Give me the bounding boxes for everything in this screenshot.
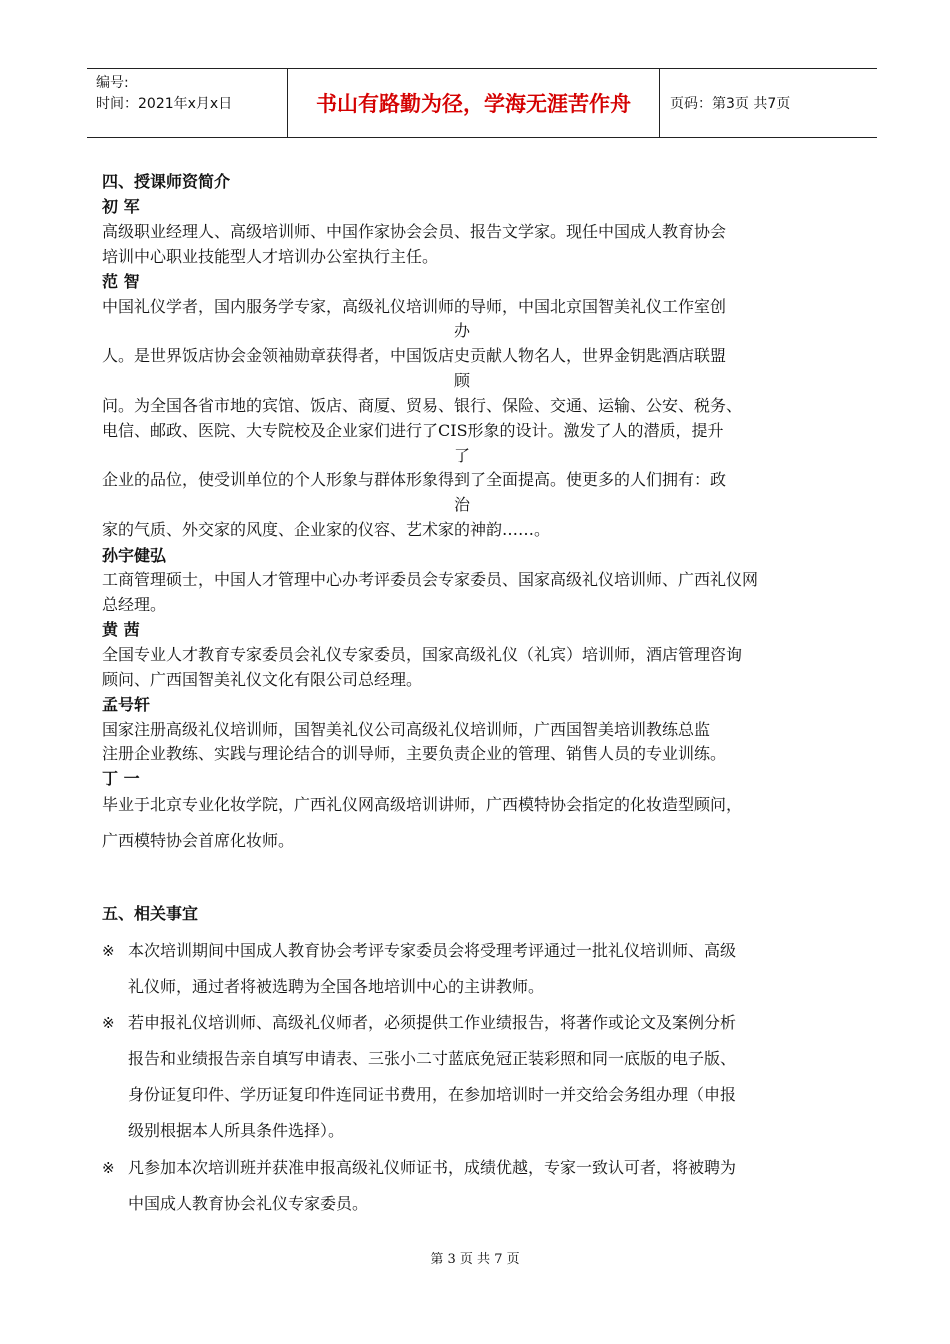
page-header	[87, 68, 877, 138]
teacher-bio-line: 毕业于北京专业化妆学院，广西礼仪网高级培训讲师，广西模特协会指定的化妆造型顾问，	[102, 795, 743, 814]
header-page-label: 页码：第3页 共7页	[670, 96, 791, 112]
teacher-bio-line: 高级职业经理人、高级培训师、中国作家协会会员、报告文学家。现任中国成人教育协会	[102, 222, 727, 241]
teacher-bio-wrap: 顾	[454, 371, 471, 390]
notice-line: 身份证复印件、学历证复印件连同证书费用，在参加培训时一并交给会务组办理（申报	[128, 1085, 737, 1104]
notice-line: 若申报礼仪培训师、高级礼仪师者，必须提供工作业绩报告，将著作或论文及案例分析	[128, 1013, 737, 1032]
teacher-bio-line: 国家注册高级礼仪培训师，国智美礼仪公司高级礼仪培训师，广西国智美培训教练总监	[102, 720, 711, 739]
notice-line: 凡参加本次培训班并获准申报高级礼仪师证书，成绩优越，专家一致认可者，将被聘为	[128, 1158, 737, 1177]
teacher-bio-wrap: 治	[454, 495, 471, 514]
teacher-bio-line: 全国专业人才教育专家委员会礼仪专家委员，国家高级礼仪（礼宾）培训师，酒店管理咨询	[102, 645, 743, 664]
teacher-bio-line: 注册企业教练、实践与理论结合的训导师，主要负责企业的管理、销售人员的专业训练。	[102, 744, 727, 763]
teacher-name: 黄 茜	[102, 620, 140, 639]
teacher-bio-wrap: 办	[454, 321, 471, 340]
teacher-bio-line: 中国礼仪学者，国内服务学专家，高级礼仪培训师的导师，中国北京国智美礼仪工作室创	[102, 297, 727, 316]
reference-mark-icon: ※	[102, 1159, 115, 1177]
teacher-bio-line: 广西模特协会首席化妆师。	[102, 831, 295, 850]
number-label: 编号:	[96, 75, 129, 91]
teacher-name: 丁 一	[102, 769, 140, 788]
teacher-bio-wrap: 了	[454, 446, 471, 465]
notice-line: 礼仪师，通过者将被选聘为全国各地培训中心的主讲教师。	[128, 977, 545, 996]
teacher-bio-line: 电信、邮政、医院、大专院校及企业家们进行了CIS形象的设计。激发了人的潜质，提升	[102, 421, 724, 440]
section5-heading: 五、相关事宜	[102, 904, 199, 923]
teacher-bio-line: 顾问、广西国智美礼仪文化有限公司总经理。	[102, 670, 423, 689]
page-footer: 第 3 页 共 7 页	[430, 1252, 520, 1267]
teacher-bio-line: 工商管理硕士，中国人才管理中心办考评委员会专家委员、国家高级礼仪培训师、广西礼仪网	[102, 570, 759, 589]
notice-line: 级别根据本人所具条件选择）。	[128, 1121, 345, 1140]
teacher-bio-line: 总经理。	[102, 595, 167, 614]
teacher-bio-line: 家的气质、外交家的风度、企业家的仪容、艺术家的神韵……。	[102, 520, 551, 539]
teacher-bio-line: 人。是世界饭店协会金领袖勋章获得者，中国饭店史贡献人物名人，世界金钥匙酒店联盟	[102, 346, 727, 365]
reference-mark-icon: ※	[102, 1014, 115, 1032]
notice-line: 中国成人教育协会礼仪专家委员。	[128, 1194, 369, 1213]
teacher-bio-line: 培训中心职业技能型人才培训办公室执行主任。	[102, 247, 439, 266]
reference-mark-icon: ※	[102, 942, 115, 960]
teacher-bio-line: 企业的品位，使受训单位的个人形象与群体形象得到了全面提高。使更多的人们拥有：政	[102, 470, 727, 489]
teacher-name: 孙宇健弘	[102, 546, 167, 565]
notice-line: 本次培训期间中国成人教育协会考评专家委员会将受理考评通过一批礼仪培训师、高级	[128, 941, 737, 960]
teacher-name: 初 军	[102, 197, 140, 216]
teacher-bio-line: 问。为全国各省市地的宾馆、饭店、商厦、贸易、银行、保险、交通、运输、公安、税务、	[102, 396, 743, 415]
time-label: 时间：2021年x月x日	[96, 96, 233, 112]
teacher-name: 范 智	[102, 272, 140, 291]
notice-line: 报告和业绩报告亲自填写申请表、三张小二寸蓝底免冠正装彩照和同一底版的电子版、	[128, 1049, 737, 1068]
section4-heading: 四、授课师资简介	[102, 172, 231, 191]
header-info-cell	[87, 69, 288, 137]
header-motto: 书山有路勤为径，学海无涯苦作舟	[288, 69, 660, 137]
teacher-name: 孟号轩	[102, 695, 151, 714]
